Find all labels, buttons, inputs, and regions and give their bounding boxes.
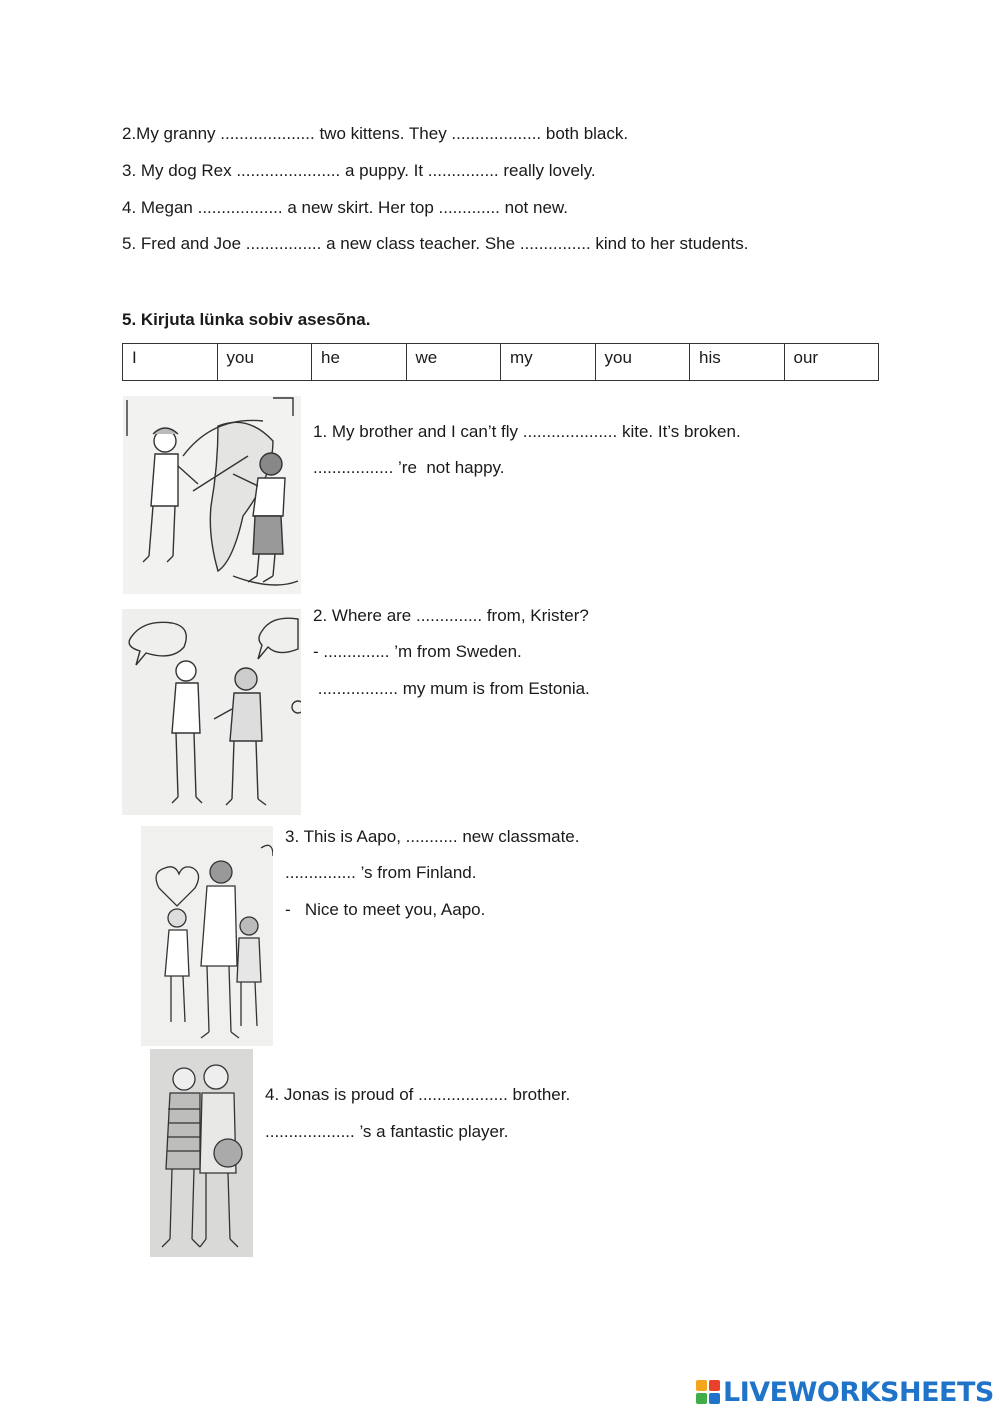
item3-line-1: 3. This is Aapo, ........... new classmate. bbox=[285, 827, 580, 846]
item2-line-1: 2. Where are .............. from, Krister? bbox=[313, 606, 589, 625]
exercise4-line-4: 4. Megan .................. a new skirt. Her top ............. not new. bbox=[122, 198, 568, 217]
two-boys-with-kite-illustration bbox=[123, 396, 301, 594]
two-brothers-illustration bbox=[150, 1049, 253, 1257]
liveworksheets-logo[interactable] bbox=[696, 1375, 996, 1409]
teacher-with-children-illustration bbox=[141, 826, 273, 1046]
word-bank-cell: I bbox=[123, 344, 218, 381]
two-boys-talking-illustration bbox=[122, 609, 301, 815]
item3-line-3: - Nice to meet you, Aapo. bbox=[285, 900, 486, 919]
item2-line-3: ................. my mum is from Estonia. bbox=[313, 679, 590, 698]
exercise4-line-2: 2.My granny .................... two kittens. They ................... both black. bbox=[122, 124, 629, 143]
word-bank-cell: you bbox=[217, 344, 312, 381]
item1-line-2: ................. ’re not happy. bbox=[313, 458, 505, 477]
exercise5-title: 5. Kirjuta lünka sobiv asesõna. bbox=[122, 310, 371, 329]
item4-line-2: ................... ’s a fantastic player. bbox=[265, 1122, 509, 1141]
word-bank-cell: our bbox=[784, 344, 879, 381]
exercise4-line-3: 3. My dog Rex ...................... a puppy. It ............... really lovely. bbox=[122, 161, 596, 180]
word-bank-cell: we bbox=[406, 344, 501, 381]
exercise4-line-5: 5. Fred and Joe ................ a new class teacher. She ............... kind to her students. bbox=[122, 234, 749, 253]
item2-line-2: - .............. ’m from Sweden. bbox=[313, 642, 522, 661]
item3-line-2: ............... ’s from Finland. bbox=[285, 863, 477, 882]
word-bank-cell: his bbox=[690, 344, 785, 381]
word-bank-cell: my bbox=[501, 344, 596, 381]
item4-line-1: 4. Jonas is proud of ................... brother. bbox=[265, 1085, 571, 1104]
logo-text: LIVEWORKSHEETS bbox=[723, 1376, 994, 1408]
liveworksheets-logo-icon bbox=[696, 1380, 720, 1404]
word-bank-cell: he bbox=[312, 344, 407, 381]
item1-line-1: 1. My brother and I can’t fly .................... kite. It’s broken. bbox=[313, 422, 741, 441]
word-bank-cell: you bbox=[595, 344, 690, 381]
pronoun-word-bank bbox=[122, 343, 879, 381]
